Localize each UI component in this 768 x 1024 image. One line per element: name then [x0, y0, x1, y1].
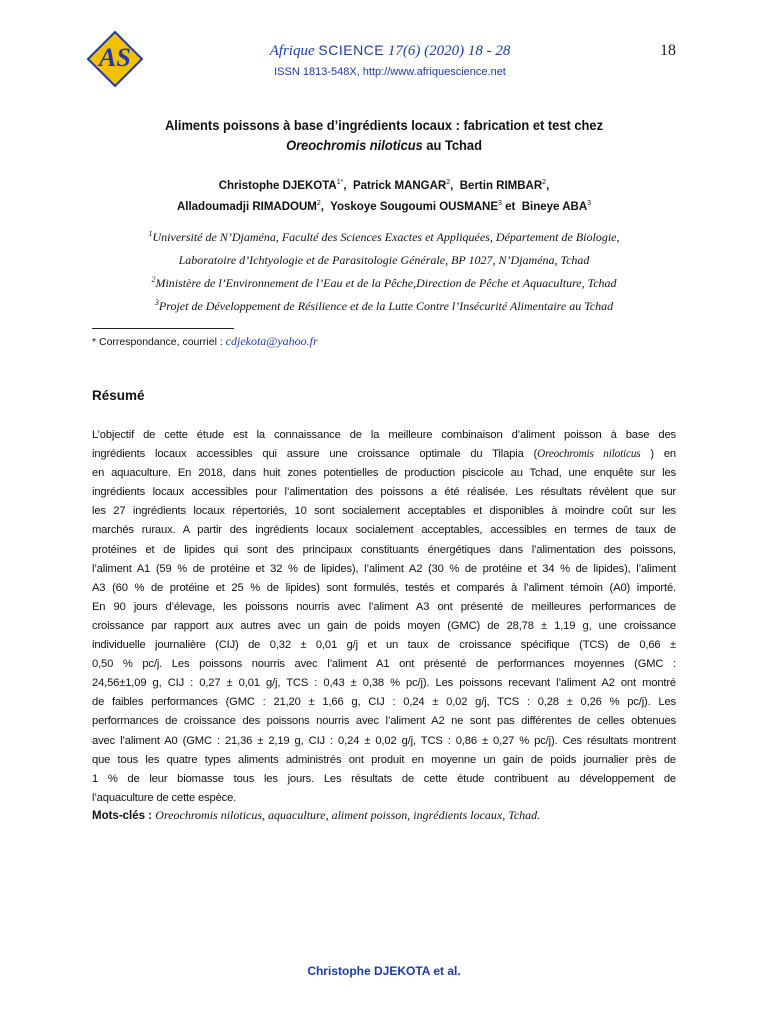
keywords	[92, 808, 676, 823]
abstract-line: que tous les quatre types aliments administrés ont produit en moyenne un gain de poids journalier près de	[92, 753, 676, 766]
title-line-2	[115, 135, 652, 155]
svg-text:AS: AS	[99, 43, 131, 72]
footnote-rule	[92, 328, 234, 329]
author-name: Alladoumadji RIMADOUM	[176, 200, 317, 213]
affiliation-line: Laboratoire d’Ichtyologie et de Parasitologie Générale, BP 1027, N’Djaména, Tchad	[178, 253, 590, 267]
keywords-value: Oreochromis niloticus, aquaculture, aliment poisson, ingrédients locaux, Tchad.	[155, 808, 541, 822]
abstract-line: ingrédients locaux accessibles pour l’alimentation des poissons a été réalisée. Les résultats révèlent que sur	[92, 486, 676, 499]
abstract-line: en aquaculture. En 2018, dans huit zones potentielles de production piscicole au Tchad, une enquête sur les	[92, 467, 676, 480]
article-title	[115, 115, 652, 155]
author-line-1: Christophe $DJEKOTA^{1*}$, Patrick MANGAR$^2$, Bertin RIMBAR$^2$,	[218, 179, 550, 192]
title-line-1: Aliments poissons à base d’ingrédients locaux : fabrication et test chez	[164, 117, 604, 133]
journal-science: SCIENCE	[318, 42, 385, 58]
abstract-line: 0,50 % pc/j. Les poissons nourris avec l’aliment A1 ont présenté de performances moyennes (GMC :	[92, 658, 676, 671]
journal-italic-name: Afrique	[269, 43, 315, 59]
correspondence-email-link[interactable]: cdjekota@yahoo.fr	[225, 334, 318, 348]
author-sup: 2	[542, 179, 547, 186]
affiliation-line: $^2$Ministère de l’Environnement de l’Eau et de la Pêche,Direction de Pêche et Aquaculture, Tchad	[151, 275, 617, 290]
abstract-line: les 27 ingrédients locaux répertoriés, 10 sont socialement acceptables et disponibles à moindre coût sur les	[92, 505, 676, 518]
author-sup: 2	[446, 179, 451, 186]
abstract-line: 24,56±1,09 g, CIJ : 0,27 ± 0,01 g/j, TCS : 0,43 ± 0,38 % pc/j). Les poissons recevant l’aliment A2 ont montré	[92, 677, 676, 690]
affiliations	[92, 224, 676, 316]
abstract-line: ingrédients locaux accessibles qui assure une croissance optimale du Tilapia (Oreochromis niloticus ) en	[92, 448, 677, 461]
author-name: Bineye ABA	[521, 200, 588, 213]
running-footer: Christophe DJEKOTA et al.	[307, 964, 461, 978]
page-number: 18	[660, 42, 676, 59]
journal-header	[190, 42, 590, 60]
title-species: Oreochromis niloticus	[286, 137, 423, 153]
abstract-line: l’aliment A1 (59 % de protéine et 32 % de lipides), l’aliment A2 (30 % de protéine et 34 % de lipides), l’aliment	[92, 562, 676, 575]
affiliation-line: $^3$Projet de Développement de Résilience et de la Lutte Contre l’Insécurité Alimentaire au Tchad	[154, 298, 614, 313]
author-name: Patrick MANGAR	[352, 179, 447, 192]
author-sup: 1*	[336, 179, 344, 186]
journal-logo	[86, 30, 144, 88]
author-line-2: Alladoumadji RIMADOUM$^2$, Yoskoye Sougoumi OUSMANE$^3$ et Bineye ABA$^3$	[176, 199, 592, 213]
abstract-line: individuelle journalière (CIJ) de 0,32 ± 0,01 g/j et un taux de croissance spécifique (TCS) de 0,66 ±	[92, 639, 676, 652]
abstract-line: En 90 jours d’élevage, les poissons nourris avec l’aliment A3 ont présenté de meilleures performances de	[92, 600, 676, 613]
abstract-line: de faibles performances (GMC : 21,20 ± 1,66 g, CIJ : 0,24 ± 0,02 g/j, TCS : 0,28 ± 0,26 % pc/j). Les	[92, 696, 676, 709]
correspondence	[92, 334, 318, 349]
abstract-line: l’aquaculture de cette espèce.	[92, 791, 237, 804]
issn-line: ISSN 1813-548X, http://www.afriquescience.net	[274, 66, 506, 78]
abstract-line: 1 % de leur biomasse tous les jours. Les résultats de cette étude contribuent au développement de	[92, 772, 676, 785]
title-end: au Tchad	[426, 137, 482, 153]
abstract-line: L’objectif de cette étude est la connaissance de la meilleure combinaison d’aliment poisson à base des	[92, 429, 676, 441]
abstract-line: avec l’aliment A0 (GMC : 21,36 ± 2,19 g, CIJ : 0,24 ± 0,02 g/j, TCS : 0,86 ± 0,27 % pc/j). Ces résultats montrent	[92, 734, 676, 747]
author-name: Yoskoye Sougoumi OUSMANE	[330, 200, 499, 213]
abstract-heading: Résumé	[92, 388, 145, 403]
author-sup: 2	[316, 199, 321, 207]
abstract-line: croissance par rapport aux autres avec un gain de poids moyen (GMC) de 28,78 ± 1,19 g, une croissance	[92, 619, 676, 632]
correspondence-label: * Correspondance, courriel :	[92, 336, 223, 348]
keywords-label: Mots-clés :	[92, 810, 153, 822]
abstract-line: protéines et de lipides qui sont des principaux constituants énergétiques dans l’alimentation des poissons,	[92, 543, 676, 556]
abstract-body	[92, 426, 676, 808]
abstract-line: marchés ruraux. A partir des ingrédients locaux socialement acceptables, accessibles en termes de taux de	[92, 524, 676, 537]
author-sup: 3	[587, 199, 592, 207]
author-sup: 3	[498, 199, 502, 207]
author-list	[92, 174, 676, 216]
abstract-species: Oreochromis niloticus	[537, 448, 641, 461]
author-name: Bertin RIMBAR	[459, 179, 543, 192]
author-name: Christophe DJEKOTA	[218, 179, 337, 192]
affiliation-line: $^1$Université de N’Djaména, Faculté des Sciences Exactes et Appliquées, Département de Biologie,	[148, 229, 620, 244]
abstract-line: A3 (60 % de protéine et 25 % de lipides) sont formulés, testés et comparés à l’aliment témoin (A0) importé.	[92, 581, 676, 594]
abstract-line: performances de croissance des poissons nourris avec l’aliment A2 ne sont pas différentes de celles obtenues	[92, 715, 676, 728]
journal-issue: 17(6) (2020) 18 - 28	[387, 43, 511, 59]
